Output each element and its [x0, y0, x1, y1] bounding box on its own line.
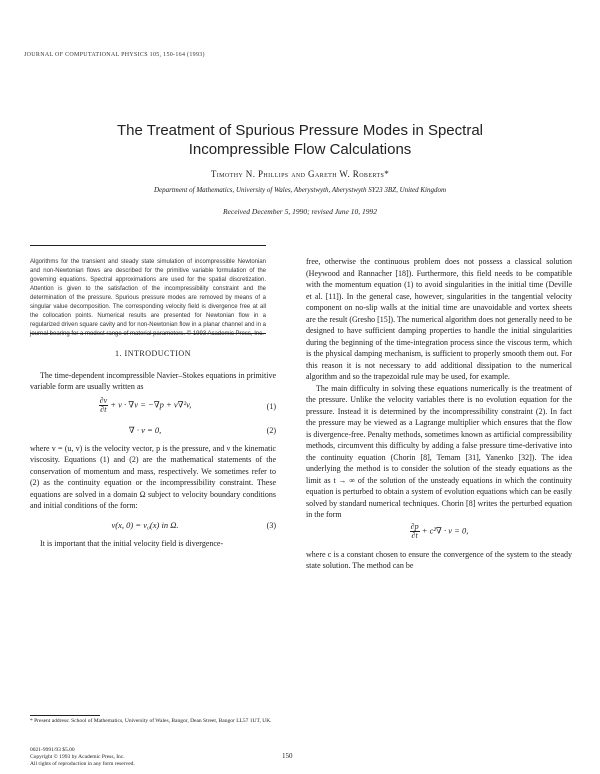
eq1-numerator: ∂v [99, 395, 108, 405]
right-paragraph-2: The main difficulty in solving these equations numerically is the treatment of the pressure. Unlike the velocity variables there is no evolution equation for the pressure. Instead it is determined by the incompressibility constraint (2). In fact the pressure may be viewed as a Lagrange multiplier which ensures that the flow is divergence-free. Penalty methods, sometimes known as artificial compressibility methods, circumvent this difficulty by adding a false pressure time-derivative into the continuity equation (Chorin [8], Temam [31], Yanenko [32]). The idea underlying the method is to consider the solution of the steady equations as the limit as t → ∞ of the solution of the unsteady equations in which the continuity equation is perturbed to obtain a system of evolution equations which can be easily solved by standard numerical techniques. Chorin [8] writes the perturbed equation in the form [306, 383, 572, 519]
copyright-line-1: 0021-9991/93 $5.00 [30, 747, 75, 753]
equation-2 [30, 423, 276, 439]
abstract-top-rule [30, 245, 266, 246]
intro-paragraph-1: The time-dependent incompressible Navier–Stokes equations in primitive variable form are usually written as [30, 370, 276, 391]
right-paragraph-3: where c is a constant chosen to ensure the convergence of the system to the steady state solution. The method can be [306, 549, 572, 570]
eq3-number: (3) [266, 520, 276, 530]
penalty-denominator: ∂t [411, 530, 418, 540]
eq1-rhs: + v · ∇v = −∇p + ν∇²v, [110, 398, 192, 409]
title-line-1: The Treatment of Spurious Pressure Modes in Spectral [116, 122, 483, 139]
intro-paragraph-2: where v = (u, v) is the velocity vector, p is the pressure, and ν the kinematic viscosity. Equations (1) and (2) are the mathematical statements of the conservation of momentum and mass, respectively. We sometimes refer to (2) as the continuity equation or the incompressibility constraint. These equations are solved in a domain Ω subject to velocity boundary conditions and initial conditions of the form: [30, 443, 276, 510]
section-heading: 1. INTRODUCTION [115, 349, 191, 358]
authors: Timothy N. Phillips and Gareth W. Roberts* [210, 169, 390, 179]
equation-1 [30, 397, 276, 419]
footnote: * Present address: School of Mathematics, University of Wales, Bangor, Dean Street, Bangor LL57 1UT, UK. [30, 718, 272, 724]
right-column [306, 256, 572, 572]
copyright-line-2: Copyright © 1993 by Academic Press, Inc. [30, 754, 125, 760]
penalty-rest: + c²∇ · v = 0, [421, 524, 469, 535]
eq1-number: (1) [266, 401, 276, 411]
right-paragraph-1: free, otherwise the continuous problem does not possess a classical solution (Heywood and Rannacher [18]). Furthermore, this field needs to be compatible with the momentum equation (1) to avoid singularities in the initial time (Deville et al. [11]). In the general case, however, singularities in the tangential velocity component on no-slip walls at the initial time are unavoidable and vortex sheets are the result (Gresho [15]). The numerical algorithm does not generally need to be designed to have sufficient damping properties to handle the initial singularities during the beginning of the time-integration process since the viscous term, which is the physical damping mechanism, is sufficient to properly smooth them out. For this reason it is not necessary to add additional dissipation to the numerical algorithm and so the trapezoidal rule may be used, for example. [306, 257, 572, 381]
abstract: Algorithms for the transient and steady state simulation of incompressible Newtonian and non-Newtonian flows are described for the primitive variable formulation of the governing equations. Spectral approximations are used for the spatial discretization. Attention is given to the satisfaction of the incompressibility constraint and the determination of the pressure. Spurious pressure modes are removed by means of a singular value decomposition. The corresponding velocity field is divergence free at all the collocation points. Numerical results are presented for Newtonian flow in a regularized driven square cavity and for non-Newtonian flow in a planar channel and in a journal bearing for a modest range of material parameters. © 1993 Academic Press, Inc. [30, 259, 266, 337]
equation-3 [30, 516, 276, 534]
affiliation: Department of Mathematics, University of Wales, Aberystwyth, Aberystwyth SY23 3BZ, United Kingdom [153, 186, 447, 194]
penalty-fraction [410, 523, 420, 540]
penalty-equation [306, 523, 572, 545]
left-column [30, 348, 276, 549]
penalty-numerator: ∂p [410, 521, 419, 531]
page-number: 150 [282, 752, 293, 760]
eq3-expression: v(x, 0) = v₀(x) in Ω. [111, 519, 179, 530]
copyright-block [30, 747, 230, 768]
eq2-expression: ∇ · v = 0, [128, 424, 162, 435]
title-line-2: Incompressible Flow Calculations [188, 141, 412, 158]
intro-paragraph-3: It is important that the initial velocity field is divergence- [40, 538, 224, 548]
received-date: Received December 5, 1990; revised June 10, 1992 [222, 207, 378, 216]
journal-header: JOURNAL OF COMPUTATIONAL PHYSICS 105, 150-164 (1993) [24, 52, 205, 58]
footnote-rule [30, 715, 100, 716]
eq2-number: (2) [266, 425, 276, 435]
eq1-denominator: ∂t [100, 404, 107, 414]
paper-title [40, 121, 560, 159]
copyright-line-3: All rights of reproduction in any form reserved. [30, 761, 135, 767]
eq1-fraction [99, 397, 109, 414]
abstract-bottom-rule [30, 333, 266, 334]
